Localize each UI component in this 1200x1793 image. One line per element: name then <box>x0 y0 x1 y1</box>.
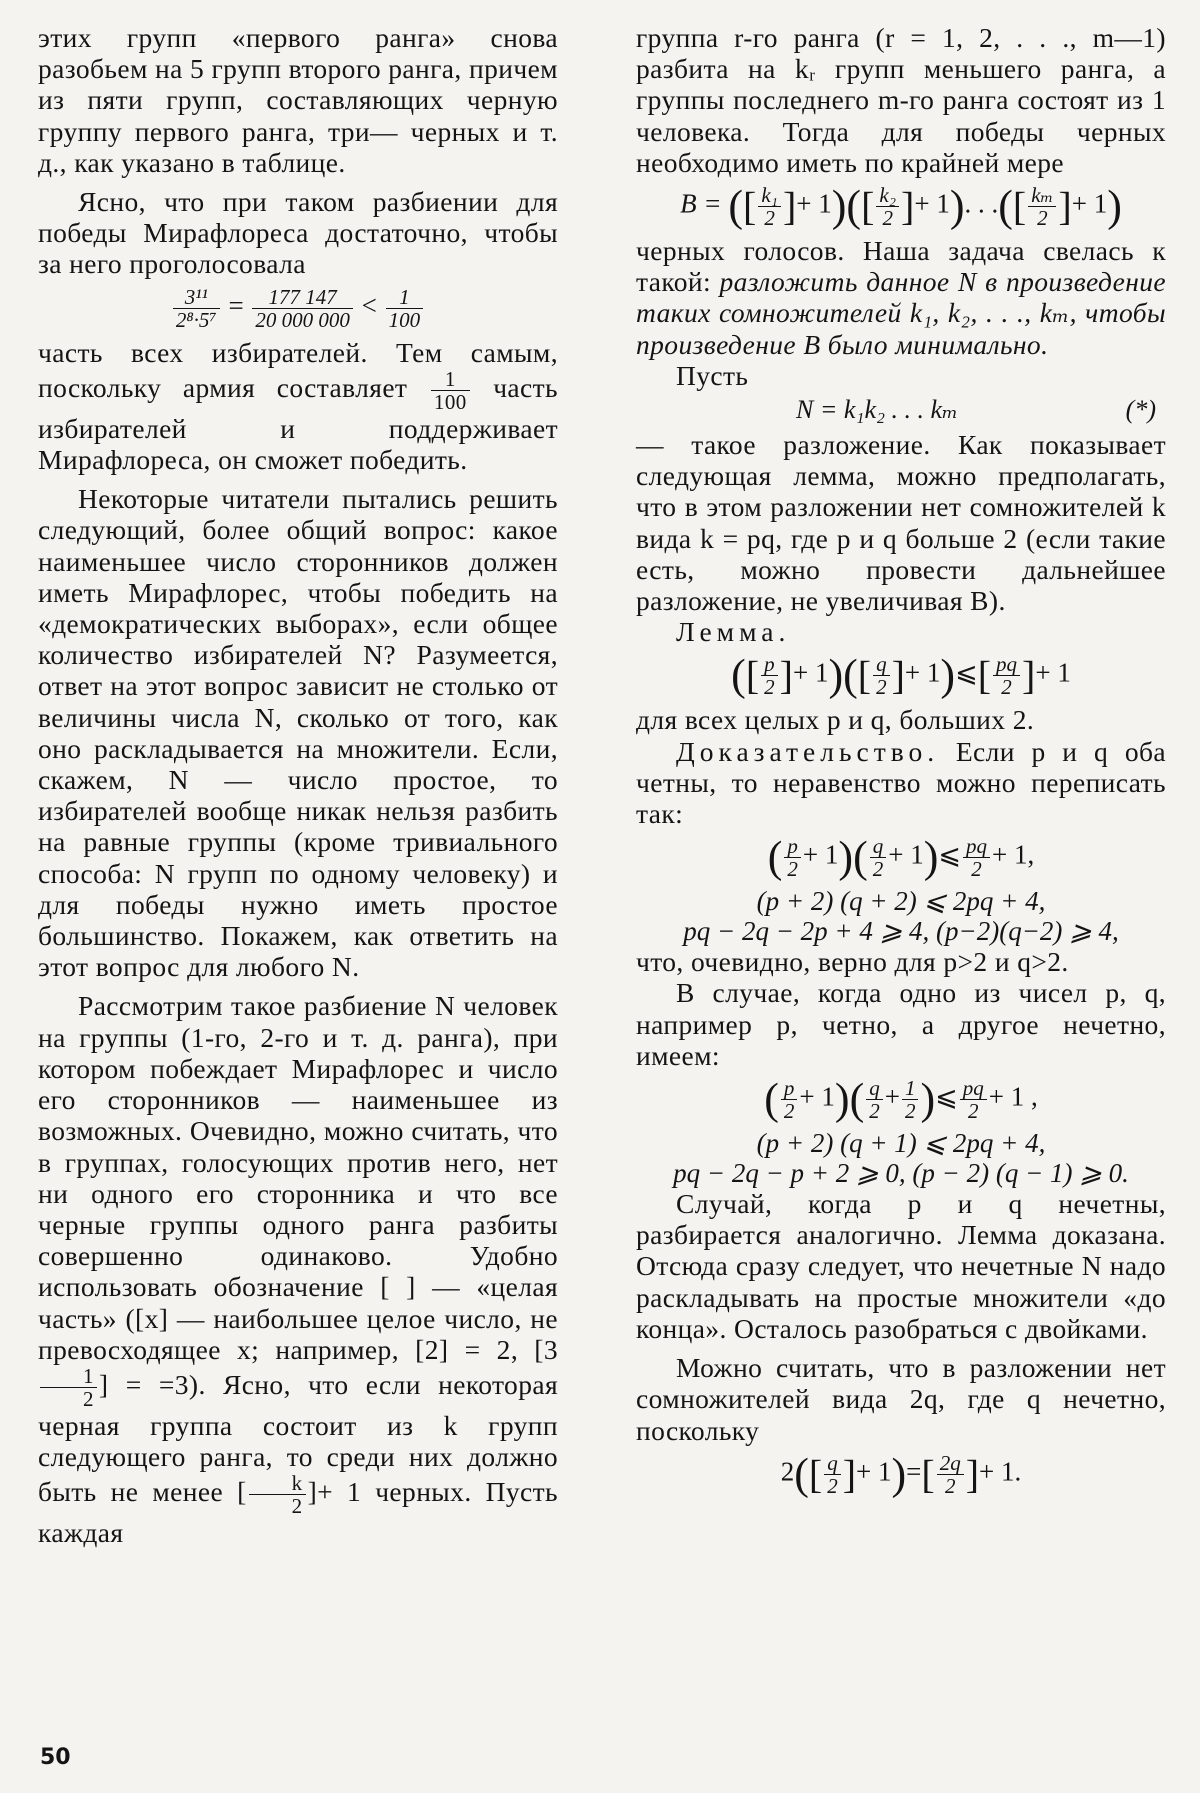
right-paragraph-3: Пусть <box>676 359 749 391</box>
plus-one: + 1, <box>991 839 1035 870</box>
frac-numerator: q <box>873 653 890 676</box>
frac-numerator: k₂ <box>876 184 899 207</box>
plus-one: + 1 <box>792 658 829 689</box>
frac-numerator: 2q <box>937 1452 964 1475</box>
text-run: ] = =3). Ясно, что если некоторая черная группа состоит из k групп следующего ранга, то среди них должно быть не менее [ <box>38 1368 558 1508</box>
frac-denominator: 2 <box>876 675 887 700</box>
frac-denominator: 2 <box>827 1473 838 1498</box>
frac-denominator: 2 <box>291 1494 303 1519</box>
left-column <box>38 22 558 1549</box>
frac-numerator: p <box>761 653 778 676</box>
formula-mixed-3: pq − 2q − p + 2 ⩾ 0, (p − 2) (q − 1) ⩾ 0. <box>673 1158 1129 1189</box>
frac-denominator: 100 <box>433 389 467 414</box>
right-column <box>636 22 1166 1503</box>
left-paragraph-1: этих групп «первого ранга» снова разобьем на 5 групп второго ранга, причем из пяти групп, составляющих черную группу первого ранга, три— черных и т. д., как указано в таблице. <box>38 22 558 178</box>
frac-denominator: 2 <box>787 857 798 882</box>
frac-numerator: p <box>781 1077 798 1100</box>
frac-denominator: 2 <box>872 857 884 882</box>
right-paragraph-8: В случае, когда одно из чисел p, q, например p, четно, а другое нечетно, имеем: <box>636 977 1166 1071</box>
formula-mixed-1: ( $\frac{p}{2}$ + 1)( $\frac{q}{2}$ + $\frac{1}{2}$ )⩽ $\frac{pq}{2}$ + 1 , <box>764 1074 1038 1124</box>
plus-one: + 1 <box>904 658 941 689</box>
frac-numerator: q <box>866 1077 883 1100</box>
formula-lemma: ([ $\frac{p}{2}$ ]+ 1)([ $\frac{q}{2}$ ]+ 1)⩽[ $\frac{pq}{2}$ ]+ 1 <box>731 650 1071 700</box>
text-run: часть избирателей и поддерживает Мирафлореса, он сможет победить. <box>38 371 558 476</box>
plus-one: + 1 <box>799 1081 835 1112</box>
leq-sign: ⩽ <box>955 658 978 689</box>
leq-sign: ⩽ <box>938 839 961 870</box>
page-number: 50 <box>40 1745 71 1770</box>
right-paragraph-1: группа r-го ранга (r = 1, 2, . . ., m—1) разбита на kᵣ групп меньшего ранга, а группы последнего m-го ранга состоят из 1 человека. Тогда для победы черных необходимо иметь по крайней мере <box>636 22 1166 178</box>
frac-denominator: 2 <box>944 1473 956 1498</box>
left-paragraph-5 <box>38 990 558 1548</box>
plus-one: + 1 <box>888 839 924 870</box>
right-paragraph-7: что, очевидно, верно для p>2 и q>2. <box>636 946 1069 978</box>
plus-one: + 1 , <box>988 1081 1038 1112</box>
plus-one: + 1 <box>914 188 950 219</box>
plus-one: + 1. <box>979 1456 1022 1487</box>
leq-sign: ⩽ <box>935 1081 958 1112</box>
frac-denominator: 2 <box>967 1099 979 1124</box>
right-paragraph-2 <box>636 235 1166 360</box>
formula-b: B = ([ $\frac{\text{k₁}}{2}$ ]+ 1)([ $\frac{\text{k₂}}{2}$ ]+ 1). . .([ $\frac{\text{kₘ}}{2}$ ]+ 1) <box>680 181 1122 231</box>
right-paragraph-4: — такое разложение. Как показывает следующая лемма, можно предполагать, что в этом разложении нет сомножителей k вида k = pq, где p и q больше 2 (если такие есть, можно провести дальнейшее разложение, не увеличивая B). <box>636 429 1166 617</box>
equation-star <box>636 395 1166 425</box>
right-paragraph-9: Случай, когда p и q нечетны, разбирается аналогично. Лемма доказана. Отсюда сразу следует, что нечетные N надо раскладывать на простые множители «до конца». Осталось разобраться с двойками. <box>636 1188 1166 1344</box>
frac-numerator: 1 <box>902 1077 919 1100</box>
frac-denominator: 2 <box>1001 675 1012 700</box>
formula-b-lhs: B = <box>680 188 722 219</box>
ellipsis: . . . <box>964 188 999 219</box>
frac-numerator: pq <box>960 1077 987 1100</box>
left-paragraph-3 <box>38 337 558 476</box>
plus-one: + 1 <box>796 188 832 219</box>
frac-numerator: k <box>249 1472 306 1495</box>
plus-one: + 1 <box>1071 188 1108 219</box>
formula-numerator: 1 <box>386 286 424 309</box>
frac-numerator: q <box>824 1452 841 1475</box>
frac-denominator: 2 <box>971 857 982 882</box>
formula-probability: $\frac{\text{3¹¹}}{\text{2⁸·5⁷}}$ = $\frac{177 147}{20 000 000}$ < $\frac{1}{100}$ <box>38 286 558 331</box>
frac-numerator: 1 <box>40 1365 97 1388</box>
text-run: часть всех избирателей. Тем самым, поскольку армия составляет <box>38 336 558 403</box>
equation-star-label: (*) <box>1125 395 1156 425</box>
frac-numerator: p <box>784 835 801 858</box>
frac-numerator: pq <box>963 835 990 858</box>
frac-numerator: k₁ <box>758 184 781 207</box>
frac-denominator: 2 <box>83 1386 94 1411</box>
plus-one: + 1 <box>1035 658 1071 689</box>
formula-mixed-2: (p + 2) (q + 1) ⩽ 2pq + 4, <box>756 1128 1046 1159</box>
frac-numerator: 1 <box>431 368 470 391</box>
formula-even-1: ( $\frac{p}{2}$ + 1)( $\frac{q}{2}$ + 1)⩽ $\frac{pq}{2}$ + 1, <box>767 832 1035 882</box>
right-paragraph-5: для всех целых p и q, больших 2. <box>636 704 1035 736</box>
right-paragraph-10: Можно считать, что в разложении нет сомножителей вида 2q, где q нечетно, поскольку <box>636 1352 1166 1446</box>
left-paragraph-4: Некоторые читатели пытались решить следующий, более общий вопрос: какое наименьшее число сторонников должен иметь Мирафлорес, чтобы победить на «демократических выборах», если общее количество избирателей N? Разумеется, ответ на этот вопрос зависит не столько от величины числа N, сколько от того, как оно раскладывается на множители. Если, скажем, N — число простое, то избирателей вообще никак нельзя разбить на равные группы (кроме тривиального способа: N групп по одному человеку) и для победы нужно иметь простое большинство. Покажем, как ответить на этот вопрос для любого N. <box>38 483 558 983</box>
frac-denominator: 2 <box>783 1099 795 1124</box>
formula-denominator: 100 <box>388 307 421 332</box>
frac-denominator: 2 <box>869 1099 880 1124</box>
formula-denominator: 2⁸·5⁷ <box>175 307 217 332</box>
plus-one: + 1 <box>856 1456 892 1487</box>
left-paragraph-2: Ясно, что при таком разбиении для победы Мирафлореса достаточно, чтобы за него проголосовала <box>38 186 558 280</box>
plus-one: + 1 <box>802 839 839 870</box>
frac-denominator: 2 <box>904 1099 916 1124</box>
formula-final: 2([ $\frac{q}{2}$ ]+ 1)=[ $\frac{2q}{2}$ ]+ 1. <box>780 1449 1022 1499</box>
text-run: ]+ 1 черных. Пусть каждая <box>38 1476 558 1549</box>
frac-denominator: 2 <box>1037 206 1048 231</box>
formula-numerator: 177 147 <box>252 286 353 309</box>
lemma-label: Лемма. <box>676 616 791 648</box>
formula-coefficient: 2 <box>780 1456 795 1487</box>
equation-star-body: N = k₁k₂ . . . kₘ <box>796 395 959 425</box>
frac-numerator: q <box>870 835 887 858</box>
italic-text-run: разложить данное N в произведение таких сомножителей k₁, k₂, . . ., kₘ, чтобы произведение B было минимально. <box>636 266 1166 360</box>
proof-label: Доказательство. <box>676 735 940 767</box>
text-run: Если p и q оба четны, то неравенство можно переписать так: <box>636 735 1166 830</box>
formula-even-2: (p + 2) (q + 2) ⩽ 2pq + 4, <box>756 886 1046 917</box>
text-run: черных голосов. Наша задача свелась к такой: <box>636 235 1166 298</box>
frac-denominator: 2 <box>764 675 775 700</box>
frac-numerator: kₘ <box>1028 184 1056 207</box>
frac-denominator: 2 <box>882 206 893 231</box>
formula-numerator: 3¹¹ <box>173 286 220 309</box>
text-run: Рассмотрим такое разбиение N человек на группы (1-го, 2-го и т. д. ранга), при котором побеждает Мирафлорес и число его сторонников — наименьшее из возможных. Очевидно, можно считать, что в группах, голосующих против него, нет ни одного его сторонника и что все черные группы одного ранга разбиты совершенно одинаково. Удобно использовать обозначение [ ] — «целая часть» ([x] — наибольшее целое число, не превосходящее x; например, [2] = 2, [3 <box>38 990 558 1365</box>
frac-denominator: 2 <box>764 206 775 231</box>
frac-numerator: pq <box>993 653 1020 676</box>
formula-denominator: 20 000 000 <box>255 307 350 332</box>
right-paragraph-6 <box>636 736 1166 830</box>
equals-sign: = <box>906 1456 922 1487</box>
formula-even-3: pq − 2q − 2p + 4 ⩾ 4, (p−2)(q−2) ⩾ 4, <box>683 916 1119 947</box>
